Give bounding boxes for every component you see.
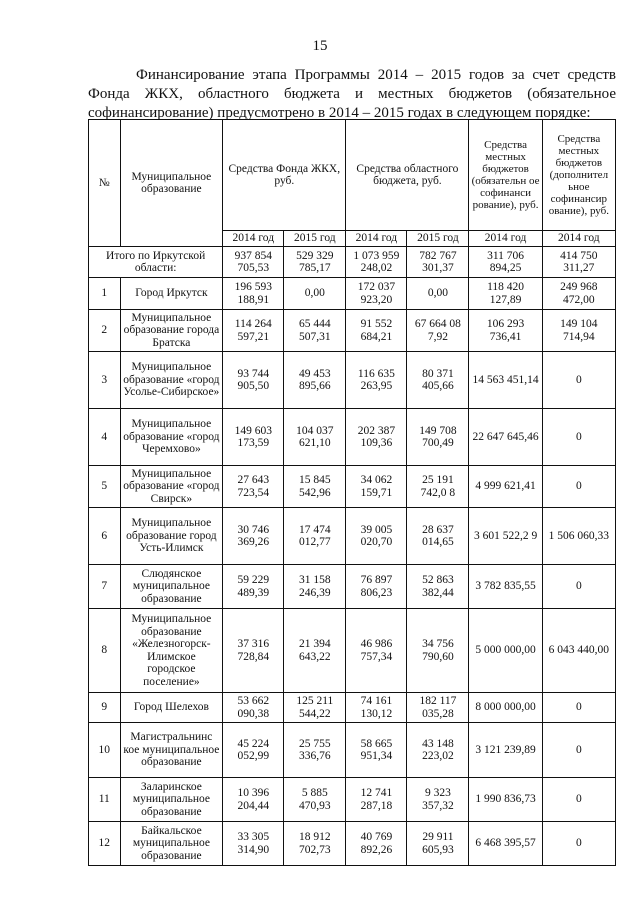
row-value: 1 506 060,33 xyxy=(542,508,615,565)
row-value: 76 897 806,23 xyxy=(346,565,407,609)
header-fund: Средства Фонда ЖКХ, руб. xyxy=(223,120,346,231)
row-value: 8 000 000,00 xyxy=(469,693,542,723)
row-number: 11 xyxy=(89,778,121,822)
table-row xyxy=(89,822,616,866)
row-value: 196 593 188,91 xyxy=(223,278,284,310)
row-value: 33 305 314,90 xyxy=(223,822,284,866)
table-row xyxy=(89,278,616,310)
row-value: 58 665 951,34 xyxy=(346,723,407,778)
row-value: 202 387 109,36 xyxy=(346,409,407,466)
row-value: 28 637 014,65 xyxy=(407,508,469,565)
row-number: 1 xyxy=(89,278,121,310)
row-value: 5 885 470,93 xyxy=(284,778,346,822)
row-number: 4 xyxy=(89,409,121,466)
row-value: 3 601 522,2 9 xyxy=(469,508,542,565)
row-value: 17 474 012,77 xyxy=(284,508,346,565)
row-number: 7 xyxy=(89,565,121,609)
row-value: 25 191 742,0 8 xyxy=(407,466,469,508)
row-name: Муниципальное образование «город Свирск» xyxy=(120,466,223,508)
row-value: 0 xyxy=(542,723,615,778)
row-value: 182 117 035,28 xyxy=(407,693,469,723)
row-name: Магистральнинс кое муниципальное образование xyxy=(120,723,223,778)
row-value: 249 968 472,00 xyxy=(542,278,615,310)
row-value: 0 xyxy=(542,409,615,466)
row-value: 149 603 173,59 xyxy=(223,409,284,466)
row-value: 45 224 052,99 xyxy=(223,723,284,778)
header-num: № xyxy=(89,120,121,247)
row-value: 6 468 395,57 xyxy=(469,822,542,866)
row-value: 91 552 684,21 xyxy=(346,310,407,352)
row-value: 59 229 489,39 xyxy=(223,565,284,609)
row-value: 0,00 xyxy=(284,278,346,310)
row-name: Муниципальное образование город Усть-Илимск xyxy=(120,508,223,565)
row-value: 34 756 790,60 xyxy=(407,609,469,693)
table-row xyxy=(89,693,616,723)
row-value: 0 xyxy=(542,778,615,822)
row-number: 8 xyxy=(89,609,121,693)
row-value: 21 394 643,22 xyxy=(284,609,346,693)
row-value: 118 420 127,89 xyxy=(469,278,542,310)
row-value: 172 037 923,20 xyxy=(346,278,407,310)
row-name: Город Шелехов xyxy=(120,693,223,723)
row-value: 65 444 507,31 xyxy=(284,310,346,352)
row-value: 27 643 723,54 xyxy=(223,466,284,508)
header-local-required: Средства местных бюджетов (обязательн ое софинанси рование), руб. xyxy=(469,120,542,231)
total-value: 529 329 785,17 xyxy=(284,247,346,278)
row-name: Город Иркутск xyxy=(120,278,223,310)
row-value: 52 863 382,44 xyxy=(407,565,469,609)
row-number: 2 xyxy=(89,310,121,352)
row-value: 116 635 263,95 xyxy=(346,352,407,409)
total-label: Итого по Иркутской области: xyxy=(89,247,223,278)
row-value: 67 664 08 7,92 xyxy=(407,310,469,352)
row-value: 53 662 090,38 xyxy=(223,693,284,723)
row-value: 3 121 239,89 xyxy=(469,723,542,778)
year-cell: 2014 год xyxy=(469,231,542,247)
total-row xyxy=(89,247,616,278)
row-number: 6 xyxy=(89,508,121,565)
row-value: 149 708 700,49 xyxy=(407,409,469,466)
row-value: 106 293 736,41 xyxy=(469,310,542,352)
row-value: 3 782 835,55 xyxy=(469,565,542,609)
total-value: 1 073 959 248,02 xyxy=(346,247,407,278)
row-number: 5 xyxy=(89,466,121,508)
total-value: 311 706 894,25 xyxy=(469,247,542,278)
row-value: 10 396 204,44 xyxy=(223,778,284,822)
row-value: 0 xyxy=(542,466,615,508)
intro-paragraph xyxy=(88,66,616,123)
row-value: 25 755 336,76 xyxy=(284,723,346,778)
row-name: Муниципальное образование «город Усолье-Сибирское» xyxy=(120,352,223,409)
table-row xyxy=(89,723,616,778)
row-value: 18 912 702,73 xyxy=(284,822,346,866)
row-value: 43 148 223,02 xyxy=(407,723,469,778)
header-municipal: Муниципальное образование xyxy=(120,120,223,247)
table-row xyxy=(89,778,616,822)
row-name: Слюдянское муниципальное образование xyxy=(120,565,223,609)
row-value: 6 043 440,00 xyxy=(542,609,615,693)
row-value: 0 xyxy=(542,822,615,866)
row-value: 22 647 645,46 xyxy=(469,409,542,466)
row-value: 0 xyxy=(542,693,615,723)
table-row xyxy=(89,409,616,466)
year-cell: 2015 год xyxy=(407,231,469,247)
row-value: 125 211 544,22 xyxy=(284,693,346,723)
row-value: 0,00 xyxy=(407,278,469,310)
header-local-additional: Средства местных бюджетов (дополнител ьное софинансир ование), руб. xyxy=(542,120,615,231)
row-value: 114 264 597,21 xyxy=(223,310,284,352)
table-row xyxy=(89,352,616,409)
row-value: 4 999 621,41 xyxy=(469,466,542,508)
row-name: Байкальское муниципальное образование xyxy=(120,822,223,866)
row-value: 37 316 728,84 xyxy=(223,609,284,693)
total-value: 414 750 311,27 xyxy=(542,247,615,278)
row-value: 34 062 159,71 xyxy=(346,466,407,508)
table-row xyxy=(89,466,616,508)
header-row xyxy=(89,120,616,231)
row-value: 9 323 357,32 xyxy=(407,778,469,822)
row-value: 93 744 905,50 xyxy=(223,352,284,409)
intro-text: Финансирование этапа Программы 2014 – 2015 годов за счет средств Фонда ЖКХ, областного бюджета и местных бюджетов (обязательное софинансирование) предусмотрено в 2014 – 2015 годах в следующем порядке: xyxy=(88,67,616,121)
row-value: 39 005 020,70 xyxy=(346,508,407,565)
financing-table xyxy=(88,119,616,866)
year-cell: 2014 год xyxy=(223,231,284,247)
row-value: 49 453 895,66 xyxy=(284,352,346,409)
row-value: 46 986 757,34 xyxy=(346,609,407,693)
table-row xyxy=(89,310,616,352)
row-name: Муниципальное образование города Братска xyxy=(120,310,223,352)
total-value: 782 767 301,37 xyxy=(407,247,469,278)
row-name: Заларинское муниципальное образование xyxy=(120,778,223,822)
row-value: 1 990 836,73 xyxy=(469,778,542,822)
row-value: 0 xyxy=(542,352,615,409)
row-value: 149 104 714,94 xyxy=(542,310,615,352)
row-number: 10 xyxy=(89,723,121,778)
row-number: 3 xyxy=(89,352,121,409)
row-value: 30 746 369,26 xyxy=(223,508,284,565)
row-value: 74 161 130,12 xyxy=(346,693,407,723)
row-value: 5 000 000,00 xyxy=(469,609,542,693)
row-value: 31 158 246,39 xyxy=(284,565,346,609)
table-row xyxy=(89,508,616,565)
row-number: 9 xyxy=(89,693,121,723)
table-row xyxy=(89,565,616,609)
row-value: 29 911 605,93 xyxy=(407,822,469,866)
row-value: 14 563 451,14 xyxy=(469,352,542,409)
total-value: 937 854 705,53 xyxy=(223,247,284,278)
year-cell: 2014 год xyxy=(346,231,407,247)
row-value: 15 845 542,96 xyxy=(284,466,346,508)
row-name: Муниципальное образование «город Черемхово» xyxy=(120,409,223,466)
row-value: 0 xyxy=(542,565,615,609)
row-value: 40 769 892,26 xyxy=(346,822,407,866)
year-cell: 2014 год xyxy=(542,231,615,247)
year-cell: 2015 год xyxy=(284,231,346,247)
row-value: 12 741 287,18 xyxy=(346,778,407,822)
table-row xyxy=(89,609,616,693)
row-number: 12 xyxy=(89,822,121,866)
page-number: 15 xyxy=(312,38,328,54)
row-value: 80 371 405,66 xyxy=(407,352,469,409)
row-value: 104 037 621,10 xyxy=(284,409,346,466)
row-name: Муниципальное образование «Железногорск-Илимское городское поселение» xyxy=(120,609,223,693)
header-regional: Средства областного бюджета, руб. xyxy=(346,120,469,231)
